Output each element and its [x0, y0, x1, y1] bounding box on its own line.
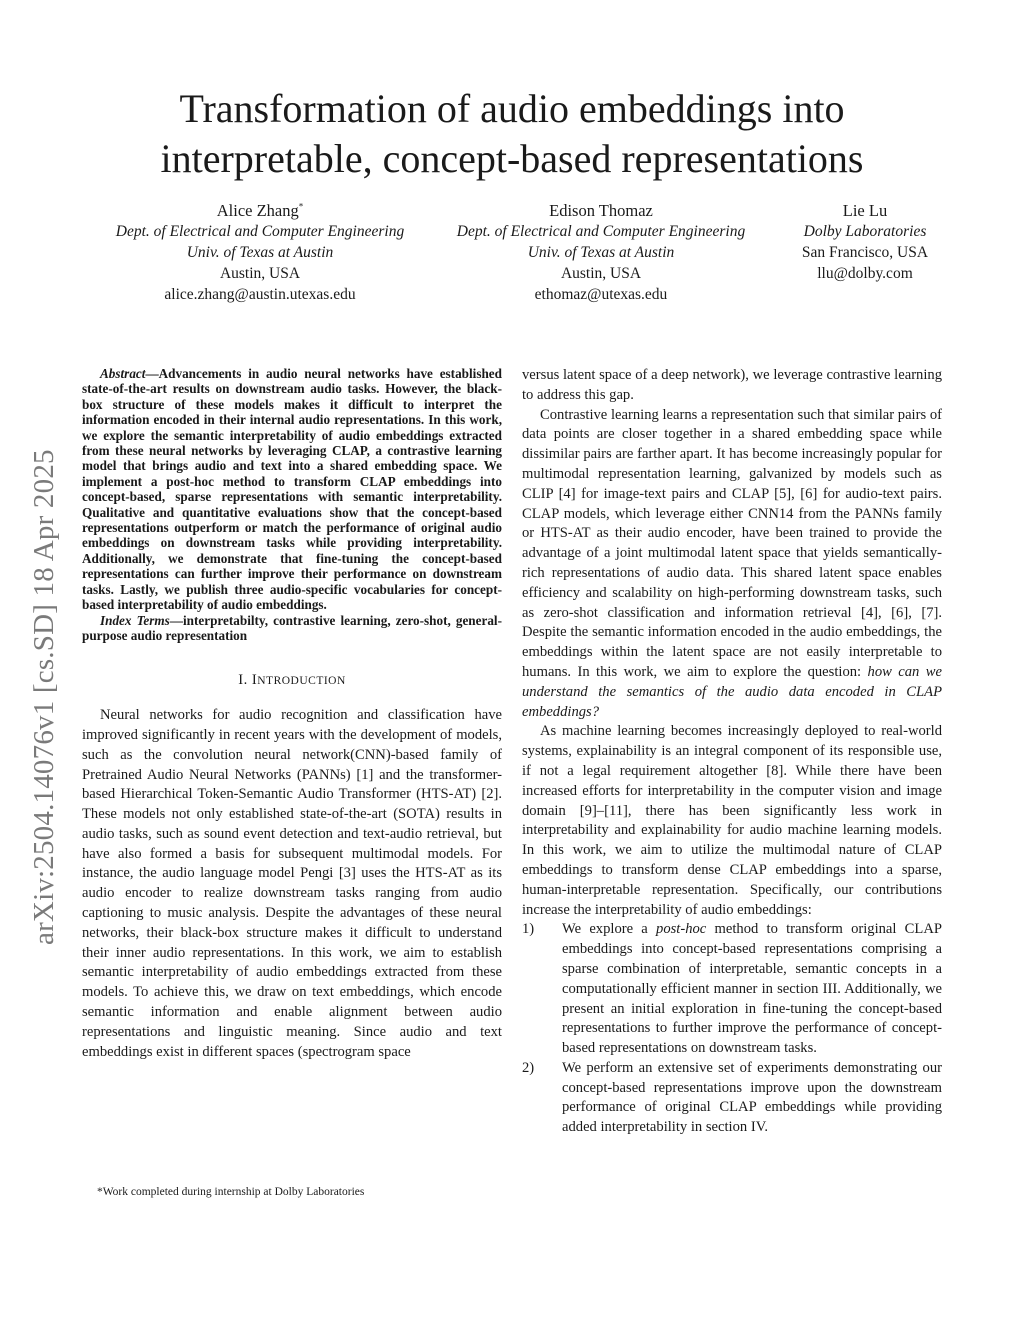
- index-terms-label: Index Terms: [100, 612, 170, 628]
- author-3: [765, 200, 965, 284]
- right-paragraph-0: versus latent space of a deep network), we leverage contrastive learning to address this gap.: [522, 367, 942, 403]
- contributions-list: [522, 920, 942, 1138]
- index-terms: [82, 613, 502, 644]
- author-1-location: Austin, USA: [219, 265, 301, 282]
- index-terms-text: —interpretabilty, contrastive learning, zero-shot, general-purpose audio representation: [82, 612, 502, 643]
- title-line-2: interpretable, concept-based representations: [160, 136, 864, 181]
- research-question: how can we understand the semantics of the audio data encoded in CLAP embeddings?: [522, 663, 942, 720]
- author-2-location: Austin, USA: [560, 265, 642, 282]
- intro-paragraph-1: Neural networks for audio recognition and classification have improved significantly in recent years with the development of models, such as the convolution neural network(CNN)-based family of Pretrained Audio Neural Networks (PANNs) [1] and the transformer-based Hierarchical Token-Semantic Audio Transformer (HTS-AT) [2]. These models not only established state-of-the-art (SOTA) results in audio tasks, such as sound event detection and text-audio retrieval, but have also formed a basis for subsequent multimodal models. For instance, the audio language model Pengi [3] uses the HTS-AT as its audio encoder to realize downstream tasks ranging from audio captioning to music analysis. Despite the advantages of these neural networks, their black-box structure makes it difficult to understand their inner audio representations. In this work, we aim to establish semantic interpretability of audio embeddings extracted from these models. To achieve this, we draw on text embeddings, which encode semantic information and enable alignment between audio representations and linguistic meaning. Since audio and text embeddings exist in different spaces (spectrogram space: [82, 707, 502, 1060]
- author-2: [428, 200, 774, 305]
- footnote: *Work completed during internship at Dolby Laboratories: [97, 1186, 365, 1198]
- right-paragraph-2: As machine learning becomes increasingly deployed to real-world systems, explainability is an integral component of its responsible use, if not a legal requirement altogether [8]. While there have been increased efforts for interpretability in the computer vision and image domain [9]–[11], there has been significantly less work in interpretability and explainability for audio machine learning models. In this work, we aim to utilize the multimodal nature of CLAP embeddings to transform dense CLAP embeddings into a sparse, human-interpretable representation. Specifically, our contributions increase the interpretability of audio embeddings:: [522, 723, 942, 918]
- author-1-name: Alice Zhang: [216, 201, 299, 220]
- arxiv-stamp: [28, 355, 68, 945]
- abstract-text: —Advancements in audio neural networks have established state-of-the-art results on downstream audio tasks. However, the black-box structure of these models makes it difficult to interpret the information encoded in their internal audio representations. In this work, we explore the semantic interpretability of audio embeddings extracted from these neural networks by leveraging CLAP, a contrastive learning model that brings audio and text into a shared embedding space. We implement a post-hoc method to transform CLAP embeddings into concept-based, sparse representations with semantic interpretability. Qualitative and quantitative evaluations show that the concept-based representations outperform or match the performance of original audio embeddings on downstream tasks while providing interpretability. Additionally, we demonstrate that fine-tuning the concept-based representations can further improve their performance on downstream tasks. Lastly, we publish three audio-specific vocabularies for concept-based interpretability of audio embeddings.: [82, 366, 502, 613]
- author-1-email: alice.zhang@austin.utexas.edu: [164, 286, 356, 303]
- author-3-name: Lie Lu: [842, 201, 888, 220]
- author-2-name: Edison Thomaz: [549, 201, 653, 220]
- author-2-dept: Dept. of Electrical and Computer Engineering: [456, 223, 746, 240]
- abstract-label: Abstract: [100, 366, 146, 381]
- right-column: [522, 366, 942, 1138]
- list-item: 2) We perform an extensive set of experiments demonstrating our concept-based representations improve upon the downstream performance of original CLAP embeddings while providing added interpretability in section IV.: [522, 1059, 942, 1136]
- author-3-dept: Dolby Laboratories: [803, 223, 927, 240]
- author-1-org: Univ. of Texas at Austin: [186, 244, 334, 261]
- author-2-email: ethomaz@utexas.edu: [534, 286, 668, 303]
- author-2-org: Univ. of Texas at Austin: [527, 244, 675, 261]
- title-line-1: Transformation of audio embeddings into: [179, 86, 845, 131]
- section-heading-introduction: I. INTRODUCTION: [238, 672, 346, 689]
- abstract: [82, 366, 502, 613]
- author-1: [85, 200, 435, 305]
- author-1-dept: Dept. of Electrical and Computer Engineering: [115, 223, 405, 240]
- left-column: [82, 366, 502, 1062]
- paper-title: [60, 84, 964, 184]
- list-item: 1) We explore a post-hoc method to transform original CLAP embeddings into concept-based representations comprising a sparse combination of interpretable, semantic concepts in a computationally efficient manner in section III. Additionally, we present an initial exploration in fine-tuning the concept-based representations to further improve the performance of concept-based representations on downstream tasks.: [522, 921, 942, 1057]
- author-1-mark: *: [298, 201, 304, 212]
- author-3-location: San Francisco, USA: [801, 244, 929, 261]
- arxiv-id: arXiv:2504.14076v1 [cs.SD] 18 Apr 2025: [28, 449, 60, 945]
- right-paragraph-1: Contrastive learning learns a representation such that similar pairs of data points are closer together in a shared embedding space while dissimilar pairs are farther apart. It has become increasingly popular for multimodal representation learning, galvanized by models such as CLIP [4] for image-text pairs and CLAP [5], [6] for audio-text pairs. CLAP models, which leverage either CNN14 from the PANNs family or HTS-AT as their audio encoder, have been trained to provide the advantage of a joint multimodal latent space that yields semantically-rich representations of audio data. This shared latent space enables efficiency and scalability on high-performing downstream tasks, such as zero-shot classification and information retrieval [4], [6], [7]. Despite the semantic information encoded in the audio embeddings, the embeddings within the latent space are not easily interpretable to humans. In this work, we aim to explore the question: how can we understand the semantics of the audio data encoded in CLAP embeddings?: [522, 406, 942, 720]
- author-3-email: llu@dolby.com: [817, 265, 913, 282]
